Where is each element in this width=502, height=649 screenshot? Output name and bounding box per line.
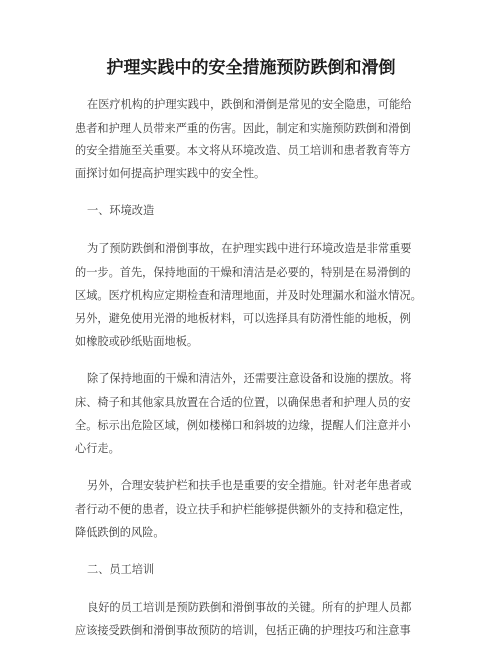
environment-p3-line-1: 另外，合理安装护栏和扶手也是重要的安全措施。针对老年患者或 (87, 479, 412, 492)
environment-p2-line-4: 心行走。 (75, 442, 120, 455)
intro-line-1: 在医疗机构的护理实践中，跌倒和滑倒是常见的安全隐患，可能给 (87, 98, 412, 111)
environment-p1-line-3: 区域。医疗机构应定期检查和清理地面，并及时处理漏水和溢水情况。 (75, 289, 422, 302)
environment-p2-line-1: 除了保持地面的干燥和清洁外，还需要注意设备和设施的摆放。将 (87, 372, 412, 385)
staff-training-line-1: 良好的员工培训是预防跌倒和滑倒事故的关键。所有的护理人员都 (87, 601, 412, 614)
section-heading-staff-training: 二、员工培训 (87, 563, 155, 576)
environment-p3-line-2: 者行动不便的患者，设立扶手和护栏能够提供额外的支持和稳定性， (75, 503, 411, 516)
intro-line-2: 患者和护理人员带来严重的伤害。因此，制定和实施预防跌倒和滑倒 (75, 122, 411, 135)
environment-p1-line-2: 的一步。首先，保持地面的干燥和清洁是必要的，特别是在易滑倒的 (75, 266, 411, 279)
environment-p1-line-4: 另外，避免使用光滑的地板材料，可以选择具有防滑性能的地板，例 (75, 312, 411, 325)
environment-p2-line-2: 床、椅子和其他家具放置在合适的位置，以确保患者和护理人员的安 (75, 396, 411, 409)
environment-p3-line-3: 降低跌倒的风险。 (75, 526, 165, 539)
page-title: 护理实践中的安全措施预防跌倒和滑倒 (106, 58, 396, 78)
intro-line-3: 的安全措施至关重要。本文将从环境改造、员工培训和患者教育等方 (75, 144, 411, 157)
environment-p1-line-5: 如橡胶或砂纸贴面地板。 (75, 335, 199, 348)
environment-p1-line-1: 为了预防跌倒和滑倒事故，在护理实践中进行环境改造是非常重要 (87, 242, 412, 255)
section-heading-environment: 一、环境改造 (87, 204, 155, 217)
intro-line-4: 面探讨如何提高护理实践中的安全性。 (75, 167, 266, 180)
staff-training-line-2: 应该接受跌倒和滑倒事故预防的培训，包括正确的护理技巧和注意事 (75, 624, 411, 637)
environment-p2-line-3: 全。标示出危险区域，例如楼梯口和斜坡的边缘，提醒人们注意并小 (75, 419, 411, 432)
